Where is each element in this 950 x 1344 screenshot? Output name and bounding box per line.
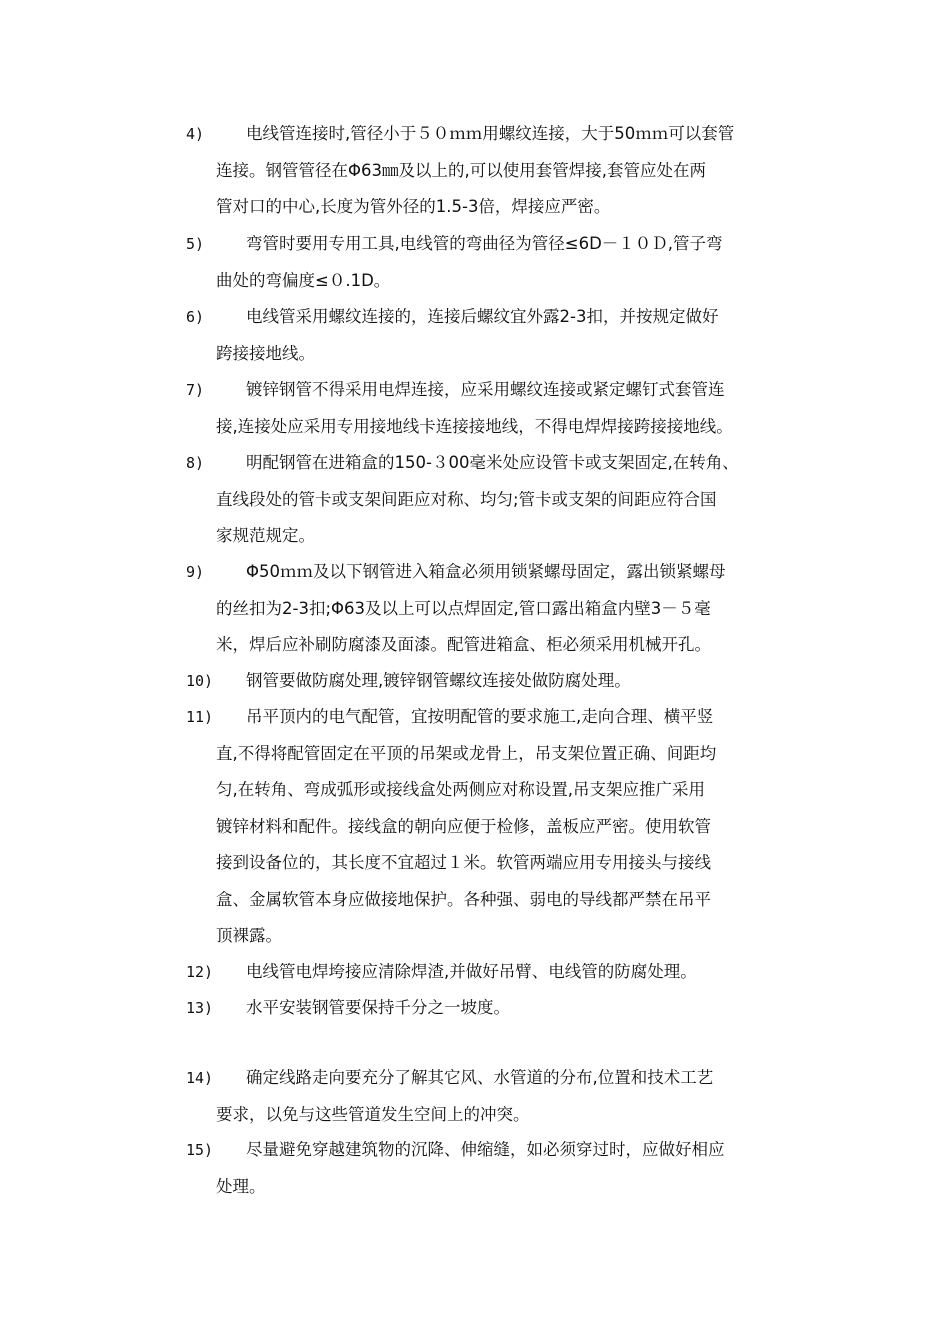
item-text-line: 接到设备位的，其长度不宜超过１米。软管两端应用专用接头与接线 <box>216 853 711 872</box>
item-text-line: 镀锌钢管不得采用电焊连接，应采用螺纹连接或紧定螺钉式套管连 <box>246 380 725 399</box>
item-number: 14) <box>186 1069 214 1087</box>
item-text-line: 确定线路走向要充分了解其它风、水管道的分布,位置和技术工艺 <box>246 1068 714 1087</box>
item-number: 5) <box>186 235 205 253</box>
list-item <box>186 1060 826 1133</box>
item-number: 7) <box>186 381 205 399</box>
item-text-line: 盒、金属软管本身应做接地保护。各种强、弱电的导线都严禁在吊平 <box>216 889 711 909</box>
list-item <box>186 1132 826 1205</box>
item-text-line: 钢管要做防腐处理,镀锌钢管螺纹连接处做防腐处理。 <box>246 671 631 690</box>
item-text-line: 直线段处的管卡或支架间距应对称、均匀;管卡或支架的间距应符合国 <box>216 489 717 509</box>
item-number: 12) <box>186 963 214 981</box>
item-number: 13) <box>186 999 214 1017</box>
item-text-line: 曲处的弯偏度≤０.1D。 <box>216 270 391 290</box>
item-text-line: 电线管连接时,管径小于５０ｍｍ用螺纹连接，大于50ｍｍ可以套管 <box>246 124 735 143</box>
list-item <box>186 990 826 1027</box>
item-text-line: 连接。钢管管径在Φ63㎜及以上的,可以使用套管焊接,套管应处在两 <box>216 160 706 180</box>
list-item <box>186 954 826 991</box>
item-text-line: 跨接接地线。 <box>216 343 315 363</box>
item-number: 10) <box>186 672 214 690</box>
list-item <box>186 554 826 664</box>
item-text-line: Φ50ｍｍ及以下钢管进入箱盒必须用锁紧螺母固定，露出锁紧螺母 <box>246 562 726 581</box>
item-text-line: 顶裸露。 <box>216 926 282 945</box>
item-text-line: 电线管采用螺纹连接的，连接后螺纹宜外露2-3扣，并按规定做好 <box>246 307 719 326</box>
list-item <box>186 699 826 955</box>
item-text-line: 镀锌材料和配件。接线盒的朝向应便于检修，盖板应严密。使用软管 <box>216 816 711 836</box>
item-text-line: 明配钢管在进箱盒的150-３00毫米处应设管卡或支架固定,在转角、 <box>246 453 739 472</box>
item-text-line: 尽量避免穿越建筑物的沉降、伸缩缝，如必须穿过时，应做好相应 <box>246 1140 725 1159</box>
list-item <box>186 663 826 700</box>
item-text-line: 家规范规定。 <box>216 526 315 545</box>
item-number: 6) <box>186 308 205 326</box>
item-number: 15) <box>186 1141 214 1159</box>
list-item <box>186 372 826 445</box>
item-text-line: 要求，以免与这些管道发生空间上的冲突。 <box>216 1104 530 1124</box>
item-number: 4) <box>186 125 205 143</box>
item-text-line: 米，焊后应补刷防腐漆及面漆。配管进箱盒、柜必须采用机械开孔。 <box>216 635 711 654</box>
item-number: 8) <box>186 454 205 472</box>
list-item <box>186 226 826 299</box>
item-text-line: 直,不得将配管固定在平顶的吊架或龙骨上，吊支架位置正确、间距均 <box>216 743 717 763</box>
item-text-line: 吊平顶内的电气配管，宜按明配管的要求施工,走向合理、横平竖 <box>246 707 714 726</box>
item-text-line: 处理。 <box>216 1176 266 1196</box>
item-number: 9) <box>186 563 205 581</box>
list-item <box>186 116 826 226</box>
item-text-line: 的丝扣为2-3扣;Φ63及以上可以点焊固定,管口露出箱盒内壁3－５毫 <box>216 598 711 618</box>
item-text-line: 电线管电焊垮接应清除焊渣,并做好吊臂、电线管的防腐处理。 <box>246 962 697 981</box>
list-item <box>186 299 826 372</box>
item-text-line: 管对口的中心,长度为管外径的1.5-3倍，焊接应严密。 <box>216 197 611 216</box>
item-text-line: 水平安装钢管要保持千分之一坡度。 <box>246 998 510 1017</box>
item-text-line: 匀,在转角、弯成弧形或接线盒处两侧应对称设置,吊支架应推广采用 <box>216 780 705 799</box>
item-number: 11) <box>186 708 214 726</box>
list-item <box>186 445 826 555</box>
item-text-line: 弯管时要用专用工具,电线管的弯曲径为管径≤6D－１０Ｄ,管子弯 <box>246 234 723 253</box>
item-text-line: 接,连接处应采用专用接地线卡连接接地线，不得电焊焊接跨接接地线。 <box>216 416 733 436</box>
